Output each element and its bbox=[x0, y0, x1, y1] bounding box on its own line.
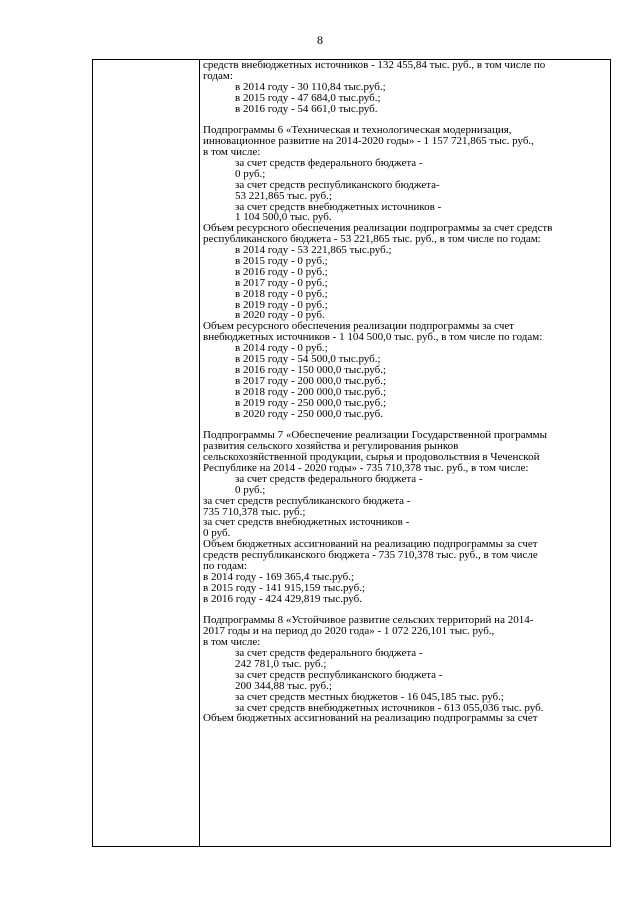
page-number: 8 bbox=[317, 33, 323, 47]
text-line: сельскохозяйственной продукции, сырья и продовольствия в Чеченской bbox=[203, 451, 540, 464]
text-line: за счет средств внебюджетных источников - bbox=[203, 516, 410, 529]
text-line: средств республиканского бюджета - 735 710,378 тыс. руб., в том числе bbox=[203, 549, 538, 562]
text-block bbox=[203, 430, 608, 604]
text-line: в 2017 году - 0 руб.; bbox=[235, 276, 328, 289]
text-line: 0 руб.; bbox=[235, 483, 266, 496]
text-line: за счет средств местных бюджетов - 16 045,185 тыс. руб.; bbox=[235, 690, 504, 703]
text-line: за счет средств федерального бюджета - bbox=[235, 647, 423, 660]
text-line: средств внебюджетных источников - 132 455,84 тыс. руб., в том числе по bbox=[203, 59, 546, 71]
text-line: в 2015 году - 54 500,0 тыс.руб.; bbox=[235, 353, 381, 366]
text-line: в 2016 году - 150 000,0 тыс.руб.; bbox=[235, 363, 387, 376]
text-line: в 2014 году - 53 221,865 тыс.руб.; bbox=[235, 244, 392, 257]
text-line: в 2014 году - 0 руб.; bbox=[235, 342, 328, 355]
text-line: за счет средств внебюджетных источников - 613 055,036 тыс. руб. bbox=[235, 701, 544, 714]
text-line: 242 781,0 тыс. руб.; bbox=[235, 657, 327, 670]
text-line: в 2014 году - 30 110,84 тыс.руб.; bbox=[235, 80, 386, 93]
text-line: в 2014 году - 169 365,4 тыс.руб.; bbox=[203, 570, 355, 583]
table-cell-content bbox=[203, 60, 608, 724]
text-line: в том числе: bbox=[203, 636, 261, 649]
text-line: в 2017 году - 200 000,0 тыс.руб.; bbox=[235, 374, 387, 387]
text-line: Объем бюджетных ассигнований на реализацию подпрограммы за счет bbox=[203, 538, 538, 551]
text-line: в 2018 году - 200 000,0 тыс.руб.; bbox=[235, 385, 387, 398]
text-line: за счет средств федерального бюджета - bbox=[235, 157, 423, 170]
text-line: в 2015 году - 47 684,0 тыс.руб.; bbox=[235, 91, 381, 104]
text-line: 200 344,88 тыс. руб.; bbox=[235, 679, 332, 692]
text-line: 2017 годы и на период до 2020 года» - 1 072 226,101 тыс. руб., bbox=[203, 625, 495, 638]
text-line: 1 104 500,0 тыс. руб. bbox=[235, 211, 332, 224]
text-line: в 2019 году - 250 000,0 тыс.руб.; bbox=[235, 396, 387, 409]
text-line: за счет средств республиканского бюджета - bbox=[235, 668, 443, 681]
text-line: 735 710,378 тыс. руб.; bbox=[203, 505, 306, 518]
text-line: Объем ресурсного обеспечения реализации подпрограммы за счет средств bbox=[203, 222, 553, 235]
text-line: за счет средств внебюджетных источников - bbox=[235, 200, 442, 213]
text-block bbox=[203, 615, 608, 724]
text-line: внебюджетных источников - 1 104 500,0 тыс. руб., в том числе по годам: bbox=[203, 331, 543, 344]
text-line: Объем ресурсного обеспечения реализации подпрограммы за счет bbox=[203, 320, 515, 333]
text-line: 0 руб. bbox=[203, 527, 231, 540]
text-line: в 2019 году - 0 руб.; bbox=[235, 298, 328, 311]
text-line: в 2015 году - 141 915,159 тыс.руб.; bbox=[203, 581, 366, 594]
text-line: в 2018 году - 0 руб.; bbox=[235, 287, 328, 300]
text-line: 53 221,865 тыс. руб.; bbox=[235, 189, 332, 202]
text-line: инновационное развитие на 2014-2020 годы» - 1 157 721,865 тыс. руб., bbox=[203, 135, 534, 148]
text-line: в 2016 году - 0 руб.; bbox=[235, 265, 328, 278]
text-block bbox=[203, 60, 608, 114]
text-line: по годам: bbox=[203, 559, 248, 572]
text-line: в 2016 году - 424 429,819 тыс.руб. bbox=[203, 592, 363, 605]
column-divider bbox=[199, 60, 200, 846]
text-line: в 2020 году - 0 руб. bbox=[235, 309, 325, 322]
text-line: в 2015 году - 0 руб.; bbox=[235, 255, 328, 268]
text-line: Подпрограммы 7 «Обеспечение реализации Государственной программы bbox=[203, 429, 547, 442]
text-line: в 2020 году - 250 000,0 тыс.руб. bbox=[235, 407, 384, 420]
passport-table bbox=[92, 59, 611, 847]
text-line: в том числе: bbox=[203, 146, 261, 159]
text-line: годам: bbox=[203, 69, 233, 82]
text-line: в 2016 году - 54 661,0 тыс.руб. bbox=[235, 102, 378, 115]
text-line: Подпрограммы 8 «Устойчивое развитие сельских территорий на 2014- bbox=[203, 614, 534, 627]
text-line: за счет средств республиканского бюджета - bbox=[203, 494, 411, 507]
text-line: развития сельского хозяйства и регулирования рынков bbox=[203, 440, 459, 453]
text-block bbox=[203, 125, 608, 419]
text-line: за счет средств республиканского бюджета- bbox=[235, 178, 440, 191]
text-line: Подпрограммы 6 «Техническая и технологическая модернизация, bbox=[203, 124, 512, 137]
text-line: республиканского бюджета - 53 221,865 тыс. руб., в том числе по годам: bbox=[203, 233, 541, 246]
text-line: Объем бюджетных ассигнований на реализацию подпрограммы за счет bbox=[203, 712, 538, 725]
text-line: Республике на 2014 - 2020 годы» - 735 710,378 тыс. руб., в том числе: bbox=[203, 461, 529, 474]
text-line: за счет средств федерального бюджета - bbox=[235, 472, 423, 485]
text-line: 0 руб.; bbox=[235, 167, 266, 180]
